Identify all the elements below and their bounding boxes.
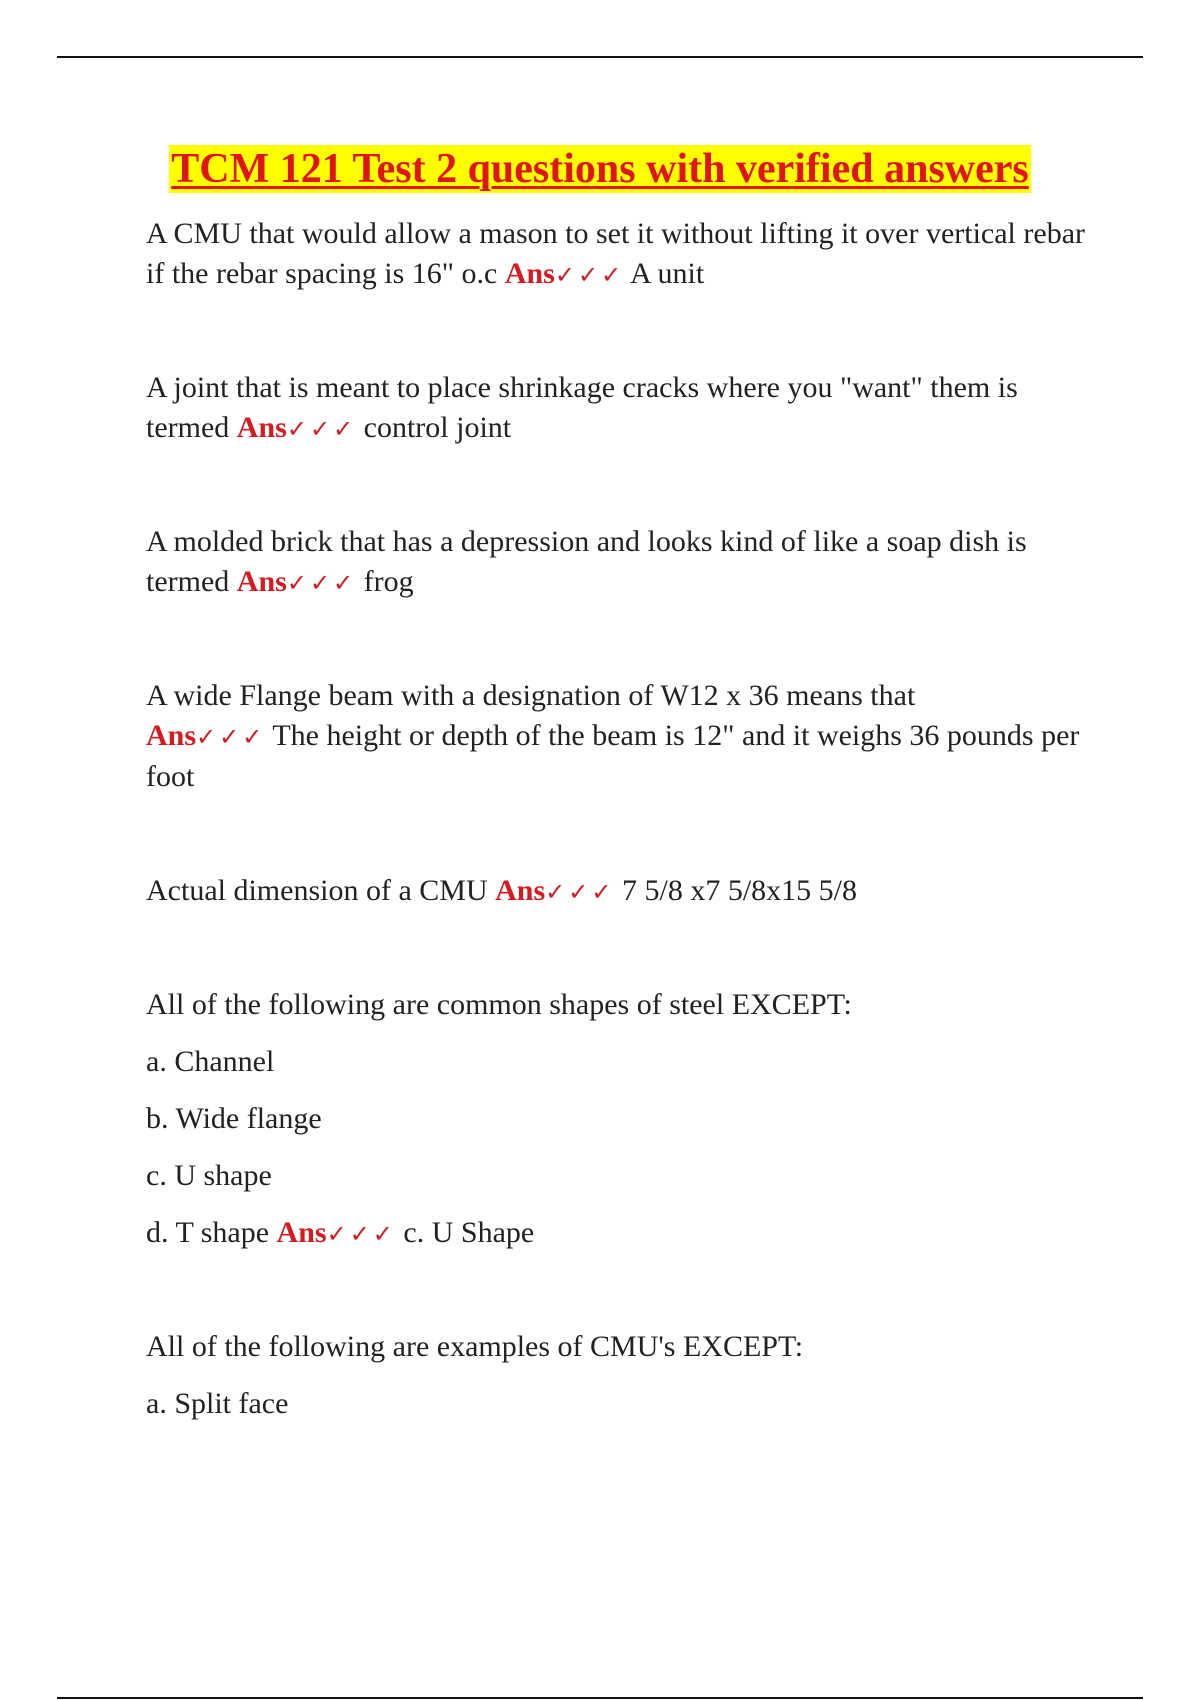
answer-text: A unit	[630, 257, 705, 290]
qa-item	[146, 871, 1096, 912]
qa-item-multiple-choice	[146, 985, 1096, 1254]
question-text: Actual dimension of a CMU	[146, 874, 488, 907]
question-text: All of the following are common shapes of steel EXCEPT:	[146, 988, 852, 1021]
answer-text: control joint	[363, 411, 512, 444]
answer-text: The height or depth of the beam is 12" and it weighs 36 pounds per foot	[146, 719, 1080, 793]
answer-label: Ans	[495, 874, 546, 907]
answer-text: c. U Shape	[403, 1216, 535, 1249]
question-text: A molded brick that has a depression and looks kind of like a soap dish is termed	[146, 525, 1027, 598]
check-icon: ✓✓✓	[326, 1220, 396, 1248]
check-icon: ✓✓✓	[286, 569, 357, 597]
option-answer-line	[146, 1213, 1096, 1254]
answer-label: Ans	[236, 411, 287, 444]
document-body	[146, 214, 1096, 1497]
question-text: A wide Flange beam with a designation of W12 x 36 means that	[146, 679, 916, 712]
document-title: TCM 121 Test 2 questions with verified answers	[171, 146, 1029, 192]
option-text: a. Channel	[146, 1045, 275, 1078]
bottom-rule	[57, 1697, 1143, 1699]
option-text: b. Wide flange	[146, 1102, 322, 1135]
check-icon: ✓✓✓	[196, 723, 266, 751]
qa-item	[146, 214, 1096, 295]
title-block	[0, 145, 1200, 193]
answer-text: 7 5/8 x7 5/8x15 5/8	[621, 874, 857, 907]
top-rule	[57, 56, 1143, 58]
qa-item-multiple-choice	[146, 1327, 1096, 1424]
check-icon: ✓✓✓	[545, 878, 615, 906]
question-text: A CMU that would allow a mason to set it without lifting it over vertical rebar if the rebar spacing is 16" o.c	[146, 217, 1085, 290]
answer-label: Ans	[276, 1216, 327, 1249]
answer-label: Ans	[504, 257, 555, 290]
option-text: a. Split face	[146, 1387, 289, 1420]
option-text: d. T shape	[146, 1216, 270, 1249]
answer-label: Ans	[146, 719, 197, 752]
answer-label: Ans	[236, 565, 287, 598]
check-icon: ✓✓✓	[286, 415, 357, 443]
qa-item	[146, 676, 1096, 797]
qa-item	[146, 522, 1096, 603]
question-text: All of the following are examples of CMU's EXCEPT:	[146, 1330, 804, 1363]
option-text: c. U shape	[146, 1159, 272, 1192]
question-text: A joint that is meant to place shrinkage cracks where you "want" them is termed	[146, 371, 1018, 444]
answer-text: frog	[363, 565, 414, 598]
qa-item	[146, 368, 1096, 449]
check-icon: ✓✓✓	[554, 261, 625, 289]
